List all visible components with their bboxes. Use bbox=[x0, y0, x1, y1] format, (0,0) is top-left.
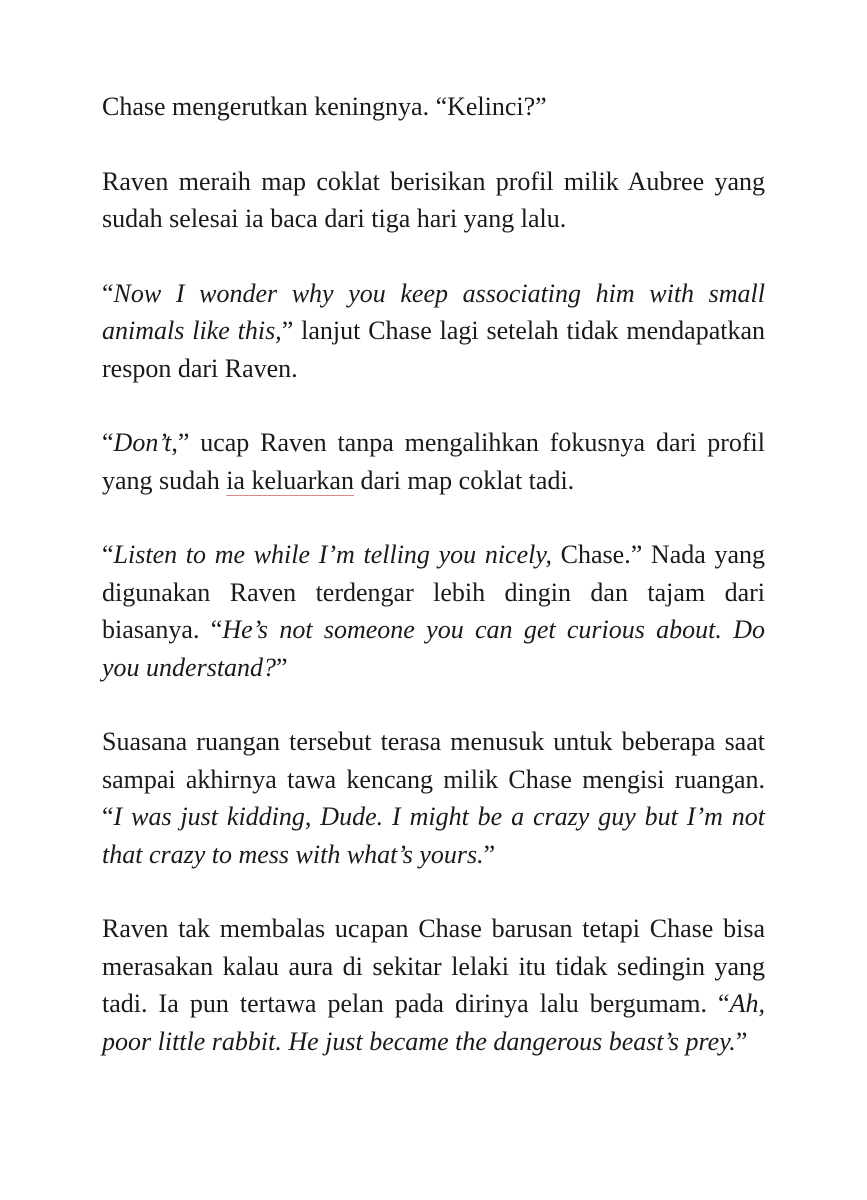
paragraph-3-open-quote: “ bbox=[102, 278, 114, 308]
paragraph-3 bbox=[102, 275, 765, 388]
paragraph-7 bbox=[102, 910, 765, 1060]
paragraph-5-dialogue-2: He’s not someone you can get curious about. Do you understand? bbox=[102, 615, 765, 682]
paragraph-3-narration: ” lanjut Chase lagi setelah tidak mendapatkan respon dari Raven. bbox=[102, 316, 765, 383]
paragraph-6-dialogue: I was just kidding, Dude. I might be a crazy guy but I’m not that crazy to mess with what’s yours. bbox=[102, 802, 765, 869]
paragraph-5-narration: Chase.” Nada yang digunakan Raven terdengar lebih dingin dan tajam dari biasanya. “ bbox=[102, 540, 765, 644]
paragraph-4-narration: ,” ucap Raven tanpa mengalihkan fokusnya dari profil yang sudah bbox=[102, 428, 765, 495]
paragraph-5 bbox=[102, 536, 765, 686]
paragraph-1-text: Chase mengerutkan keningnya. “Kelinci?” bbox=[102, 92, 547, 121]
story-page bbox=[102, 88, 765, 1097]
paragraph-2-text: Raven meraih map coklat berisikan profil milik Aubree yang sudah selesai ia baca dari tiga hari yang lalu. bbox=[102, 166, 765, 233]
paragraph-2 bbox=[102, 163, 765, 238]
paragraph-4-open-quote: “ bbox=[102, 428, 114, 457]
paragraph-6 bbox=[102, 723, 765, 873]
paragraph-6-narration: Suasana ruangan tersebut terasa menusuk untuk beberapa saat sampai akhirnya tawa kencang milik Chase mengisi ruangan. “ bbox=[102, 727, 765, 831]
paragraph-5-open-quote: “ bbox=[102, 540, 114, 569]
paragraph-5-close-quote: ” bbox=[276, 652, 288, 682]
paragraph-4-narration-end: dari map coklat tadi. bbox=[353, 465, 575, 495]
paragraph-7-narration: Raven tak membalas ucapan Chase barusan tetapi Chase bisa merasakan kalau aura di sekitar lelaki itu tidak sedingin yang tadi. Ia pun tertawa pelan pada dirinya lalu bergumam. “ bbox=[102, 914, 765, 1018]
paragraph-7-dialogue: Ah, poor little rabbit. He just became the dangerous beast’s prey. bbox=[102, 989, 765, 1056]
paragraph-4-spellcheck-underline: ia keluarkan bbox=[226, 465, 354, 495]
paragraph-5-dialogue: Listen to me while I’m telling you nicely, bbox=[113, 540, 552, 569]
paragraph-4-dialogue: Don’t bbox=[113, 428, 172, 457]
paragraph-6-close-quote: ” bbox=[483, 839, 496, 869]
paragraph-7-close-quote: ” bbox=[735, 1026, 748, 1056]
paragraph-4 bbox=[102, 424, 765, 499]
paragraph-3-dialogue: Now I wonder why you keep associating him with small animals like this, bbox=[102, 278, 765, 345]
paragraph-1 bbox=[102, 88, 765, 126]
